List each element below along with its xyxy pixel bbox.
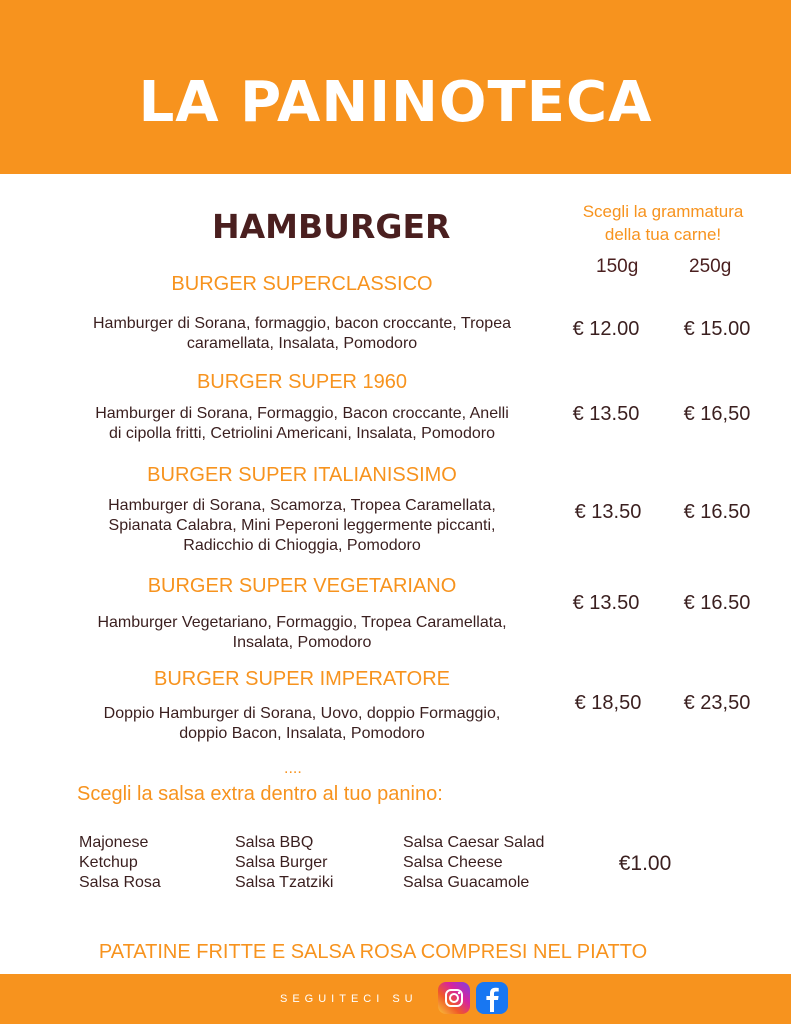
item-name: BURGER SUPER 1960 xyxy=(196,371,408,393)
instagram-glyph xyxy=(438,982,470,1014)
sauce-item: Salsa Guacamole xyxy=(403,874,530,891)
facebook-glyph xyxy=(476,982,508,1014)
price-150: € 13.50 xyxy=(574,501,642,523)
grammatura-250-label: 250g xyxy=(689,256,732,277)
fries-note: PATATINE FRITTE E SALSA ROSA COMPRESI NEL PIATTO xyxy=(98,941,648,963)
sauce-item: Majonese xyxy=(79,834,149,851)
facebook-icon[interactable] xyxy=(476,982,508,1014)
instagram-icon[interactable] xyxy=(438,982,470,1014)
sauce-price: €1.00 xyxy=(618,852,672,875)
sauce-column-1 xyxy=(79,833,161,893)
separator-dots: .... xyxy=(284,760,302,777)
grammatura-hint xyxy=(555,200,771,246)
sauce-item: Salsa Rosa xyxy=(79,874,161,891)
item-description-line: doppio Bacon, Insalata, Pomodoro xyxy=(179,725,425,742)
price-150: € 18,50 xyxy=(574,692,642,714)
sauce-item: Salsa Cheese xyxy=(403,854,503,871)
sauce-item: Salsa Burger xyxy=(235,854,328,871)
item-description-line: di cipolla fritti, Cetriolini Americani, Insalata, Pomodoro xyxy=(109,425,495,442)
section-title: HAMBURGER xyxy=(212,207,451,246)
sauce-item: Salsa Caesar Salad xyxy=(403,834,545,851)
sauce-item: Salsa BBQ xyxy=(235,834,314,851)
item-description xyxy=(30,496,574,556)
item-description xyxy=(40,314,564,354)
item-description-line: Spianata Calabra, Mini Peperoni leggermente piccanti, xyxy=(108,517,496,534)
item-description xyxy=(30,704,574,744)
price-250: € 16,50 xyxy=(683,403,751,425)
sauce-column-2 xyxy=(235,833,333,893)
item-description-line: caramellata, Insalata, Pomodoro xyxy=(186,335,418,352)
price-250: € 15.00 xyxy=(683,318,751,340)
price-250: € 16.50 xyxy=(683,592,751,614)
item-description-line: Hamburger Vegetariano, Formaggio, Tropea Caramellata, xyxy=(97,614,507,631)
item-description-line: Insalata, Pomodoro xyxy=(232,634,372,651)
item-description-line: Hamburger di Sorana, Scamorza, Tropea Caramellata, xyxy=(108,497,496,514)
price-150: € 13.50 xyxy=(572,592,640,614)
page-title: LA PANINOTECA xyxy=(138,70,653,135)
grammatura-hint-line2: della tua carne! xyxy=(604,225,722,244)
item-description-line: Hamburger di Sorana, Formaggio, Bacon croccante, Anelli xyxy=(95,405,509,422)
price-250: € 23,50 xyxy=(683,692,751,714)
sauce-item: Salsa Tzatziki xyxy=(235,874,334,891)
item-description xyxy=(28,404,576,444)
item-description-line: Radicchio di Chioggia, Pomodoro xyxy=(183,537,421,554)
item-description xyxy=(30,613,574,653)
sauce-item: Ketchup xyxy=(79,854,138,871)
item-name: BURGER SUPER VEGETARIANO xyxy=(147,575,457,597)
grammatura-hint-line1: Scegli la grammatura xyxy=(582,202,744,221)
price-150: € 13.50 xyxy=(572,403,640,425)
item-description-line: Doppio Hamburger di Sorana, Uovo, doppio Formaggio, xyxy=(103,705,501,722)
price-250: € 16.50 xyxy=(683,501,751,523)
grammatura-150-label: 150g xyxy=(596,256,639,277)
item-name: BURGER SUPER IMPERATORE xyxy=(154,668,450,690)
item-description-line: Hamburger di Sorana, formaggio, bacon croccante, Tropea xyxy=(92,315,511,332)
item-name: BURGER SUPER ITALIANISSIMO xyxy=(147,464,457,486)
item-name: BURGER SUPERCLASSICO xyxy=(171,273,433,295)
sauce-column-3 xyxy=(403,833,544,893)
price-150: € 12.00 xyxy=(572,318,640,340)
sauce-title: Scegli la salsa extra dentro al tuo panino: xyxy=(77,783,443,805)
footer-text: SEGUITECI SU xyxy=(280,993,418,1005)
